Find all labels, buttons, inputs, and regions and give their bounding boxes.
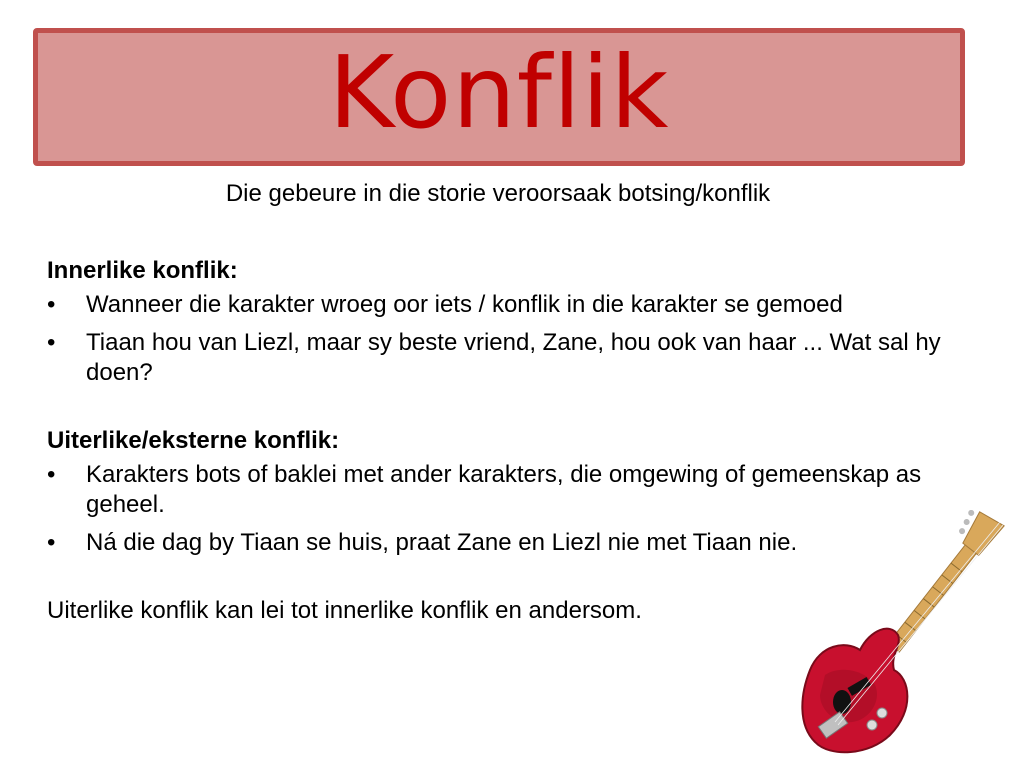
bullet-item: • Ná die dag by Tiaan se huis, praat Zane en Liezl nie met Tiaan nie.	[47, 528, 947, 558]
title-banner	[33, 28, 965, 166]
slide-title: Konflik	[328, 34, 670, 151]
bullet-item: • Tiaan hou van Liezl, maar sy beste vriend, Zane, hou ook van haar ... Wat sal hy doen?	[47, 328, 947, 388]
slide-subtitle: Die gebeure in die storie veroorsaak botsing/konflik	[225, 180, 771, 207]
bullet-item: • Karakters bots of baklei met ander karakters, die omgewing of gemeenskap as geheel.	[47, 460, 947, 520]
section-heading: Uiterlike/eksterne konflik:	[47, 427, 340, 454]
bullet-list	[47, 290, 947, 388]
electric-guitar-icon	[790, 510, 1020, 760]
section-inner-conflict	[47, 256, 947, 388]
bullet-item: • Wanneer die karakter wroeg oor iets / konflik in die karakter se gemoed	[47, 290, 947, 320]
section-heading: Innerlike konflik:	[47, 257, 238, 284]
closing-statement: Uiterlike konflik kan lei tot innerlike konflik en andersom.	[47, 597, 642, 624]
